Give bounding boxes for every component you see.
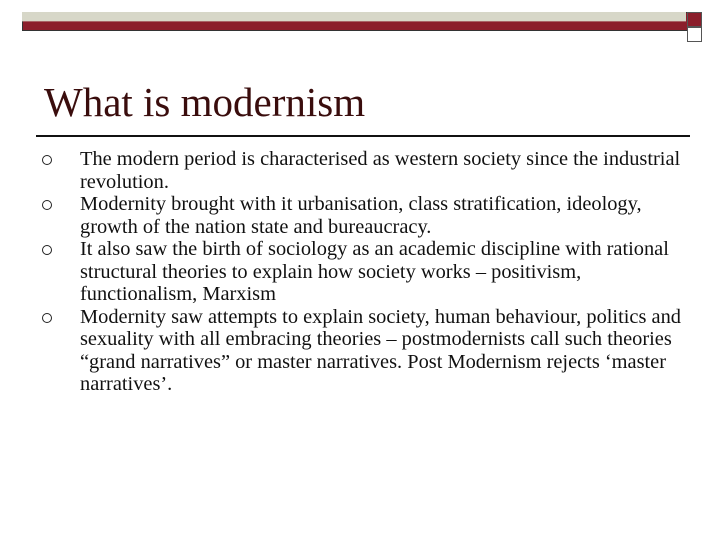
bullet-text: The modern period is characterised as western society since the industrial revolution. xyxy=(80,148,681,193)
corner-square-light xyxy=(687,27,702,42)
corner-square-dark xyxy=(687,12,702,27)
hollow-circle-icon xyxy=(42,200,52,210)
bullet-text: It also saw the birth of sociology as an academic discipline with rational structural theories to explain how society works – positivism, functionalism, Marxism xyxy=(80,238,669,305)
bullet-text: Modernity saw attempts to explain society, human behaviour, politics and sexuality with all embracing theories – postmodernists call such theories “grand narratives” or master narratives. Post Modernism rejects ‘master narratives’. xyxy=(80,305,681,395)
hollow-circle-icon xyxy=(42,155,52,165)
bullet-list xyxy=(40,148,700,396)
slide-title: What is modernism xyxy=(44,79,366,125)
bullet-item xyxy=(40,238,700,306)
bullet-text: Modernity brought with it urbanisation, class stratification, ideology, growth of the nation state and bureaucracy. xyxy=(80,193,642,238)
title-underline xyxy=(36,135,690,137)
bullet-item xyxy=(40,193,700,238)
hollow-circle-icon xyxy=(42,313,52,323)
bullet-item xyxy=(40,306,700,396)
bullet-item xyxy=(40,148,700,193)
hollow-circle-icon xyxy=(42,245,52,255)
